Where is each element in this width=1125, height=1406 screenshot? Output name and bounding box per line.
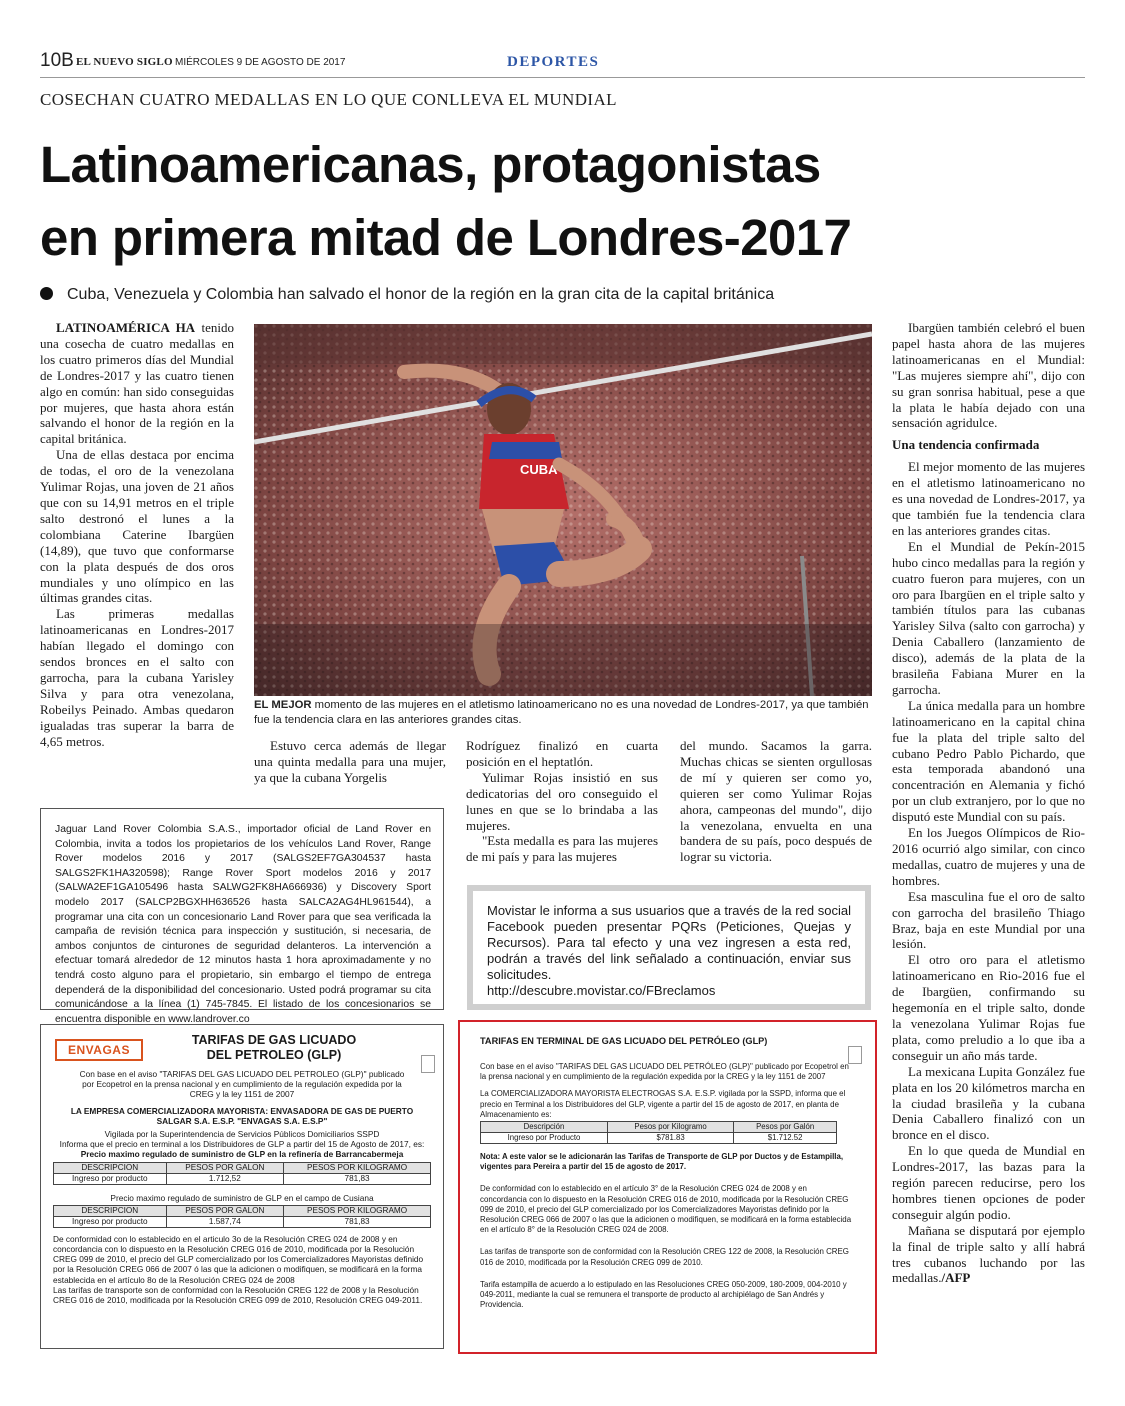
paragraph: Rodríguez finalizó en cuarta posición en el heptatlón. [466,738,658,769]
envagas-company: LA EMPRESA COMERCIALIZADORA MAYORISTA: ENVASADORA DE GAS DE PUERTO SALGAR S.A. E.S.P. "ENVAGAS S.A. E.S.P" [70,1105,414,1126]
electrogas-title: TARIFAS EN TERMINAL DE GAS LICUADO DEL PETRÓLEO (GLP) [480,1036,768,1046]
subheading: Una tendencia confirmada [892,437,1040,453]
section-name: DEPORTES [507,54,600,70]
paragraph: En los Juegos Olímpicos de Rio-2016 ocurrió algo similar, con cinco medallas, cuatro de mujeres y una de hombres. [892,825,1085,888]
article-subhead [40,286,774,304]
paragraph: Yulimar Rojas insistió en sus dedicatorias del oro conseguido el lunes en que se lo brindaba a las mujeres. [466,769,658,833]
paragraph: La mexicana Lupita González fue plata en los 20 kilómetros marcha en la ciudad brasileña y la cubana Denia Caballero finalizó con un bronce en el disco. [892,1063,1085,1143]
envagas-title: TARIFAS DE GAS LICUADO DEL PETROLEO (GLP) [191,1033,357,1062]
bullet-icon [40,287,53,300]
article-column-1 [40,320,234,749]
paragraph: Esa masculina fue el oro de salto con garrocha del brasileño Thiago Braz, baja en este Mundial por una lesión. [892,888,1085,952]
paragraph: Las primeras medallas latinoamericanas en Londres-2017 habían llegado el domingo con sendos bronces en el salto con garrocha, para la cubana Yarisley Silva y para otra venezolana, Robeilys Peinado. Ambas quedaron igualadas tras superar la barra de 4,65 metros. [40,606,234,749]
page-number: 10B [40,50,74,71]
envagas-tariff-notice [40,1024,444,1349]
electrogas-body [480,1062,852,1317]
movistar-notice-text: Movistar le informa a sus usuarios que a través de la red social Facebook pueden presentar PQRs (Peticiones, Quejas y Recursos). Para tal efecto y una vez ingresen a esta red, podrán a través del link señalado a continuación, enviar sus solicitudes. [487,903,851,982]
paragraph: LATINOAMÉRICA HA tenido una cosecha de cuatro medallas en los cuatro primeros días del Mundial de Londres-2017 y las cuatro tienen algo en común: han sido conseguidas por mujeres, que hasta ahora están salvando el honor de la región en la capital británica. [40,320,234,447]
subhead-text: Cuba, Venezuela y Colombia han salvado el honor de la región en la gran cita de la capital británica [67,286,775,303]
article-column-3 [466,738,658,865]
envagas-table1-title: Precio maximo regulado de suministro de GLP en la refinería de Barrancabermeja [80,1149,404,1160]
caption-text: momento de las mujeres en el atletismo latinoamericano no es una novedad de Londres-2017, ya que también fue la tendencia clara en las anteriores grandes citas. [254,699,869,726]
electrogas-nota: Nota: A este valor se le adicionarán las Tarifas de Transporte de GLP por Ductos y de Estampilla, vigentes para Pereira a partir del 15 de agosto de 2017. [480,1152,844,1172]
electrogas-company: La COMERCIALIZADORA MAYORISTA ELECTROGAS S.A. E.S.P. vigilada por la SSPD, informa que el precio en Terminal a los Distribuidores del GLP, vigente a partir del 15 de agosto de 2017, en planta de Almacenamiento es: [480,1089,846,1119]
envagas-intro: Con base en el aviso "TARIFAS DEL GAS LICUADO DEL PETROLEO (GLP)" publicado por Ecopetrol en la prensa nacional y en cumplimiento de la regulación expedida por la CREG y la ley 1151 de 2007 [79,1069,405,1100]
paragraph: La única medalla para un hombre latinoamericano en la capital china fue la plata del triple salto del cubano Pedro Pablo Pichardo, que esta temporada abandonó una concentración en Alemania y fichó por un club extranjero, por lo que no disputó este Mundial con su país. [892,697,1085,825]
paragraph: del mundo. Sacamos la garra. Muchas chicas se sienten orgullosas de mí y quieren ser como yo, quieren ser como Yulimar Rojas ahora, campeonas del mundo", dijo la venezolana, envuelta en una bandera de su país, poco después de lograr su victoria. [680,738,872,865]
envagas-informa: Informa que el precio en terminal a los Distribuidores de GLP a partir del 15 de Agosto de 2017, es: [59,1139,425,1150]
paragraph: El otro oro para el atletismo latinoamericano en Rio-2016 fue el de Ibargüen, confirmando su hegemonía en el triple salto, donde la venezolana Yulimar Rojas fue plata, como preludio a lo que iba a conseguir un año más tarde. [892,952,1085,1063]
article-kicker: COSECHAN CUATRO MEDALLAS EN LO QUE CONLLEVA EL MUNDIAL [40,90,617,109]
landrover-notice [40,808,444,1025]
paragraph: Una de ellas destaca por encima de todas, el oro de la venezolana Yulimar Rojas, una joven de 21 años que con su 14,91 metros en el triple salto destronó el lunes a la colombiana Caterine Ibargüen (14,89), que tuvo que conformarse con la plata después de dos oros mundiales y uno olímpico en las últimas grandes citas. [40,447,234,606]
paragraph: El mejor momento de las mujeres en el atletismo latinoamericano no es una novedad de Londres-2017, ya que también fue la tendencia clara en las anteriores grandes citas. [892,459,1085,538]
envagas-logo: ENVAGAS [55,1039,143,1061]
electrogas-legal-3: Tarifa estampilla de acuerdo a lo estipulado en las Resoluciones CREG 050-2009, 180-2009, 004-2010 y 049-2011, mediante la cual se remunera el transporte de producto al archipiélago de San Andrés y Providencia. [480,1279,847,1310]
electrogas-legal-2: Las tarifas de transporte son de conformidad con la Resolución CREG 122 de 2008, la Resolución CREG 016 de 2010, modificada por la Resolución CREG 099 de 2010. [480,1247,849,1267]
envagas-table-barrancabermeja: DESCRIPCION PESOS POR GALON PESOS POR KILOGRAMO Ingreso por producto 1.712,52 781,83 [53,1162,431,1185]
electrogas-legal-1: De conformidad con lo establecido en el artículo 3° de la Resolución CREG 024 de 2008 y en concordancia con lo dispuesto en la Resolución CREG 016 de 2010, modificada por la Resolución CREG 099 de 2010, el precio del GLP comercializado por los Comercializadores Mayoristas definido por la Resolución CREG 066 de 2007 o las que la adicionen o modifiquen, se modificará en la forma establecida en el artículo 8° de la Resolución CREG 024 de 2008. [480,1184,852,1235]
article-headline [40,128,1090,274]
publication-date: MIÉRCOLES 9 DE AGOSTO DE 2017 [175,57,346,68]
photo-caption [254,698,872,728]
pole-vault-image [254,324,872,696]
landrover-notice-text: Jaguar Land Rover Colombia S.A.S., importador oficial de Land Rover en Colombia, invita a todos los propietarios de los vehículos Land Rover, Range Rover modelos 2016 y 2017 (SALGS2EF7GA304537 hasta SALGS2FK1HA320598); Range Rover Sport modelos 2016 y 2017 (SALWA2EF1GA105496 hasta SALWG2FK8HA666936) y Discovery Sport modelo 2017 (SALCP2BGXHH636526 hasta SALCA2AG4HL961544), a programar una cita con un concesionario Land Rover para que sea verificada la campaña de revisión técnica para inspección y sustitución, si necesaria, de ambos conjuntos de cinturones de seguridad delanteros. La intervención a efectuar tomará alrededor de 12 minutos hasta 1 hora aproximadamente y no tendrá costo alguno para el propietario, sin embargo el tiempo de entrega dependerá de la disponibilidad del concesionario. Usted podrá programar su cita comunicándose a la línea (1) 745-7845. El listado de los concesionarios se encuentra disponible en www.landrover.co [55,824,431,1025]
envagas-table-cusiana: DESCRIPCION PESOS POR GALON PESOS POR KILOGRAMO Ingreso por producto 1.587,74 781,83 [53,1205,431,1228]
paragraph: En el Mundial de Pekín-2015 hubo cinco medallas para la región y cuatro fueron para mujeres, con un oro para Ibargüen en el triple salto y también títulos para las cubanas Yarisley Silva (salto con garrocha) y Denia Caballero (lanzamiento de disco), además de la plata de la brasileña Fabiana Murer en la garrocha. [892,538,1085,697]
movistar-link[interactable]: http://descubre.movistar.co/FBreclamos [487,983,716,998]
electrogas-tariff-notice [458,1020,877,1354]
envagas-table2-title: Precio maximo regulado de suministro de GLP en el campo de Cusiana [110,1192,374,1203]
electrogas-intro: Con base en el aviso "TARIFAS DEL GAS LICUADO DEL PETRÓLEO (GLP)" publicado por Ecopetrol en la prensa nacional y en cumplimiento de la regulación expedida por la CREG y la ley 1151 de 2007 [480,1062,849,1082]
paragraph: En lo que queda de Mundial en Londres-2017, las bazas para la región parecen reducirse, pero los hombres tienen opciones de poder conseguir algún podio. [892,1143,1085,1222]
electrogas-price-table: Descripción Pesos por Kilogramo Pesos por Galón Ingreso por Producto $781.83 $1.712.52 [480,1121,837,1144]
envagas-legal-1: De conformidad con lo establecido en el articulo 3o de la Resolución CREG 024 de 2008 y en concordancia con lo dispuesto en la Resolución CREG 016 de 2010, modificada por la Resolución CREG 099 de 2010, el precio del GLP comercializado por los Comercializadores Mayoristas definido por la Resolución CREG 066 de 2007 ó las que la adicionen o modifiquen, se modificará en la forma establecida en el artículo 8o de la Resolución CREG 024 de 2008 [53,1233,424,1285]
lead-in: LATINOAMÉRICA HA [56,320,196,335]
envagas-vigilada: Vigilada por la Superintendencia de Servicios Públicos Domiciliarios SSPD [104,1129,380,1140]
caption-lead: EL MEJOR [254,699,312,711]
byline: /AFP [941,1270,971,1286]
newspaper-name: EL NUEVO SIGLO [76,56,173,68]
headline-line-2: en primera mitad de Londres-2017 [40,209,852,266]
article-column-right [892,320,1085,1286]
movistar-notice [467,885,871,1010]
headline-line-1: Latinoamericanas, protagonistas [40,136,821,193]
paragraph: Ibargüen también celebró el buen papel hasta ahora de las mujeres latinoamericanas en el Mundial: "Las mujeres siempre ahí", dijo con su gran sonrisa habitual, pese a que la plata le había dejado con una sensación agridulce. [892,320,1085,431]
masthead [40,50,1085,78]
paragraph: "Esta medalla es para las mujeres de mi país y para las mujeres [466,833,658,865]
paragraph: Mañana se disputará por ejemplo la final de triple salto y allí habrá tres cubanos luchando por las medallas./AFP [892,1222,1085,1286]
article-column-2 [254,738,446,786]
envagas-body [53,1069,431,1305]
envagas-legal-2: Las tarifas de transporte son de conformidad con la Resolución CREG 122 de 2008 y la Resolución CREG 016 de 2010, modificada por la Resolución CREG 099 de 2010, Resolución CREG 049-2011. [53,1284,423,1306]
article-column-4 [680,738,872,865]
athlete-photo [254,324,872,696]
jersey-text: CUBA [520,462,558,477]
paragraph: Estuvo cerca además de llegar una quinta medalla para una mujer, ya que la cubana Yorgelis [254,738,446,785]
